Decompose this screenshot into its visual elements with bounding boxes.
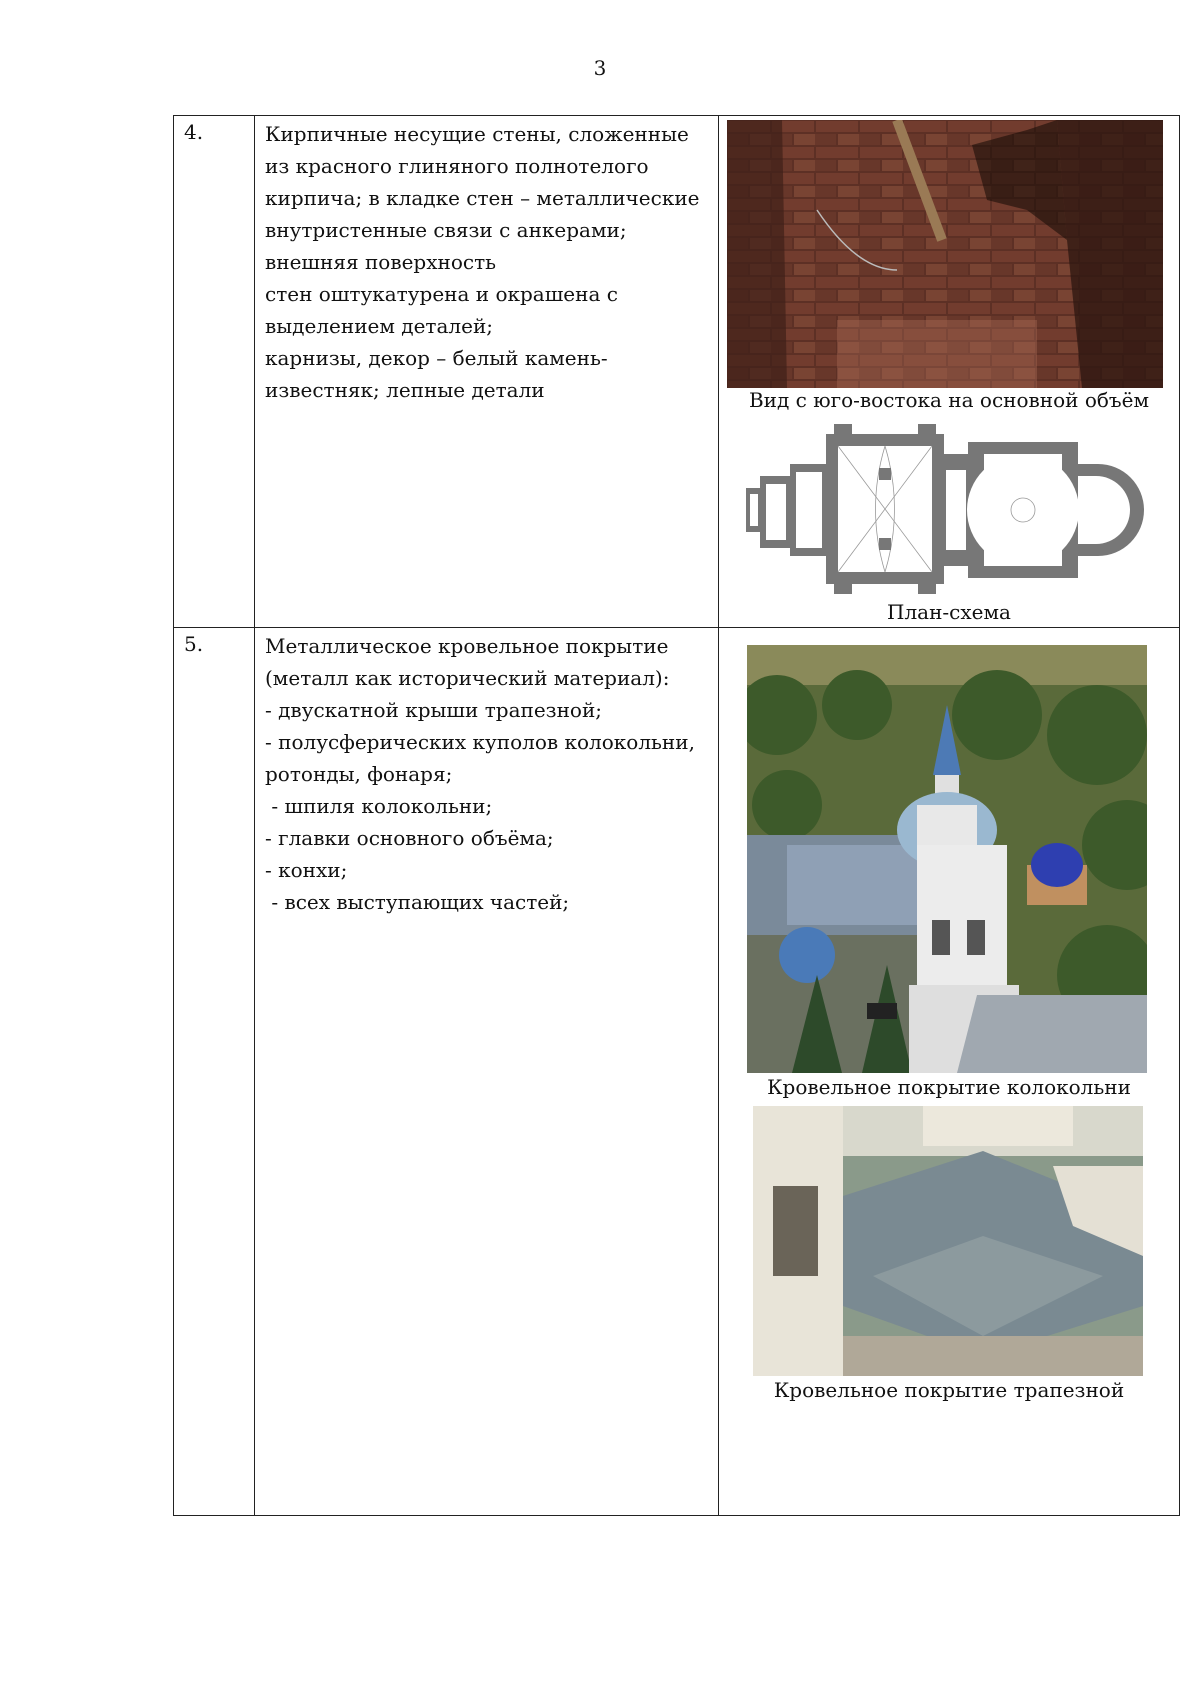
text-line: кирпича; в кладке стен – металлические (265, 186, 700, 210)
text-line: выделением деталей; (265, 314, 494, 338)
text-line: карнизы, декор – белый камень- (265, 346, 608, 370)
row-media (719, 628, 1180, 1516)
text-line: известняк; лепные детали (265, 378, 545, 402)
heritage-table (173, 115, 1180, 1516)
text-line: внутристенные связи с анкерами; (265, 218, 627, 242)
text-line: внешняя поверхность (265, 250, 497, 274)
text-line: ротонды, фонаря; (265, 762, 453, 786)
text-line: - двускатной крыши трапезной; (265, 698, 603, 722)
text-line: - конхи; (265, 858, 348, 882)
row-description (255, 628, 719, 1516)
text-line: стен оштукатурена и окрашена с (265, 282, 618, 306)
text-line: - главки основного объёма; (265, 826, 554, 850)
row-description (255, 116, 719, 628)
photo-caption: Кровельное покрытие колокольни (767, 1075, 1131, 1099)
page-number: 3 (593, 56, 607, 80)
text-line: Кирпичные несущие стены, сложенные (265, 122, 689, 146)
brick-wall-photo (727, 120, 1163, 388)
row-number: 4. (174, 116, 255, 628)
row-number: 5. (174, 628, 255, 1516)
table-row (174, 116, 1180, 628)
text-line: из красного глиняного полнотелого (265, 154, 649, 178)
table-row (174, 628, 1180, 1516)
row-media (719, 116, 1180, 628)
floor-plan-diagram (746, 424, 1158, 594)
plan-caption: План-схема (887, 600, 1011, 624)
photo-caption: Вид с юго-востока на основной объём (748, 388, 1150, 412)
photo-caption: Кровельное покрытие трапезной (773, 1378, 1125, 1402)
bell-tower-photo (747, 645, 1147, 1073)
text-line: Металлическое кровельное покрытие (265, 634, 669, 658)
text-line: - шпиля колокольни; (265, 794, 493, 818)
text-line: - полусферических куполов колокольни, (265, 730, 695, 754)
text-line: (металл как исторический материал): (265, 666, 670, 690)
refectory-roof-photo (753, 1106, 1143, 1376)
text-line: - всех выступающих частей; (265, 890, 570, 914)
